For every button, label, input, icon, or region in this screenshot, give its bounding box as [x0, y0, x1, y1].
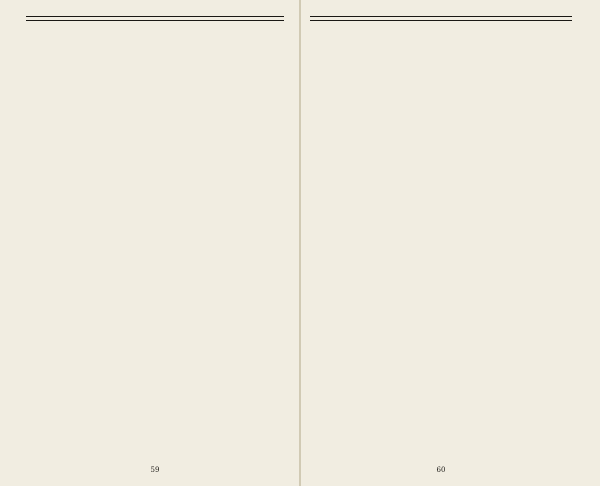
left-page-number: 59: [150, 466, 160, 474]
right-page-top-rule: [310, 16, 572, 21]
right-page: [300, 0, 600, 486]
left-page-top-rule: [26, 16, 284, 21]
left-page-body-text: [26, 28, 284, 458]
right-page-body-text: [310, 28, 572, 458]
right-page-number: 60: [436, 466, 446, 474]
